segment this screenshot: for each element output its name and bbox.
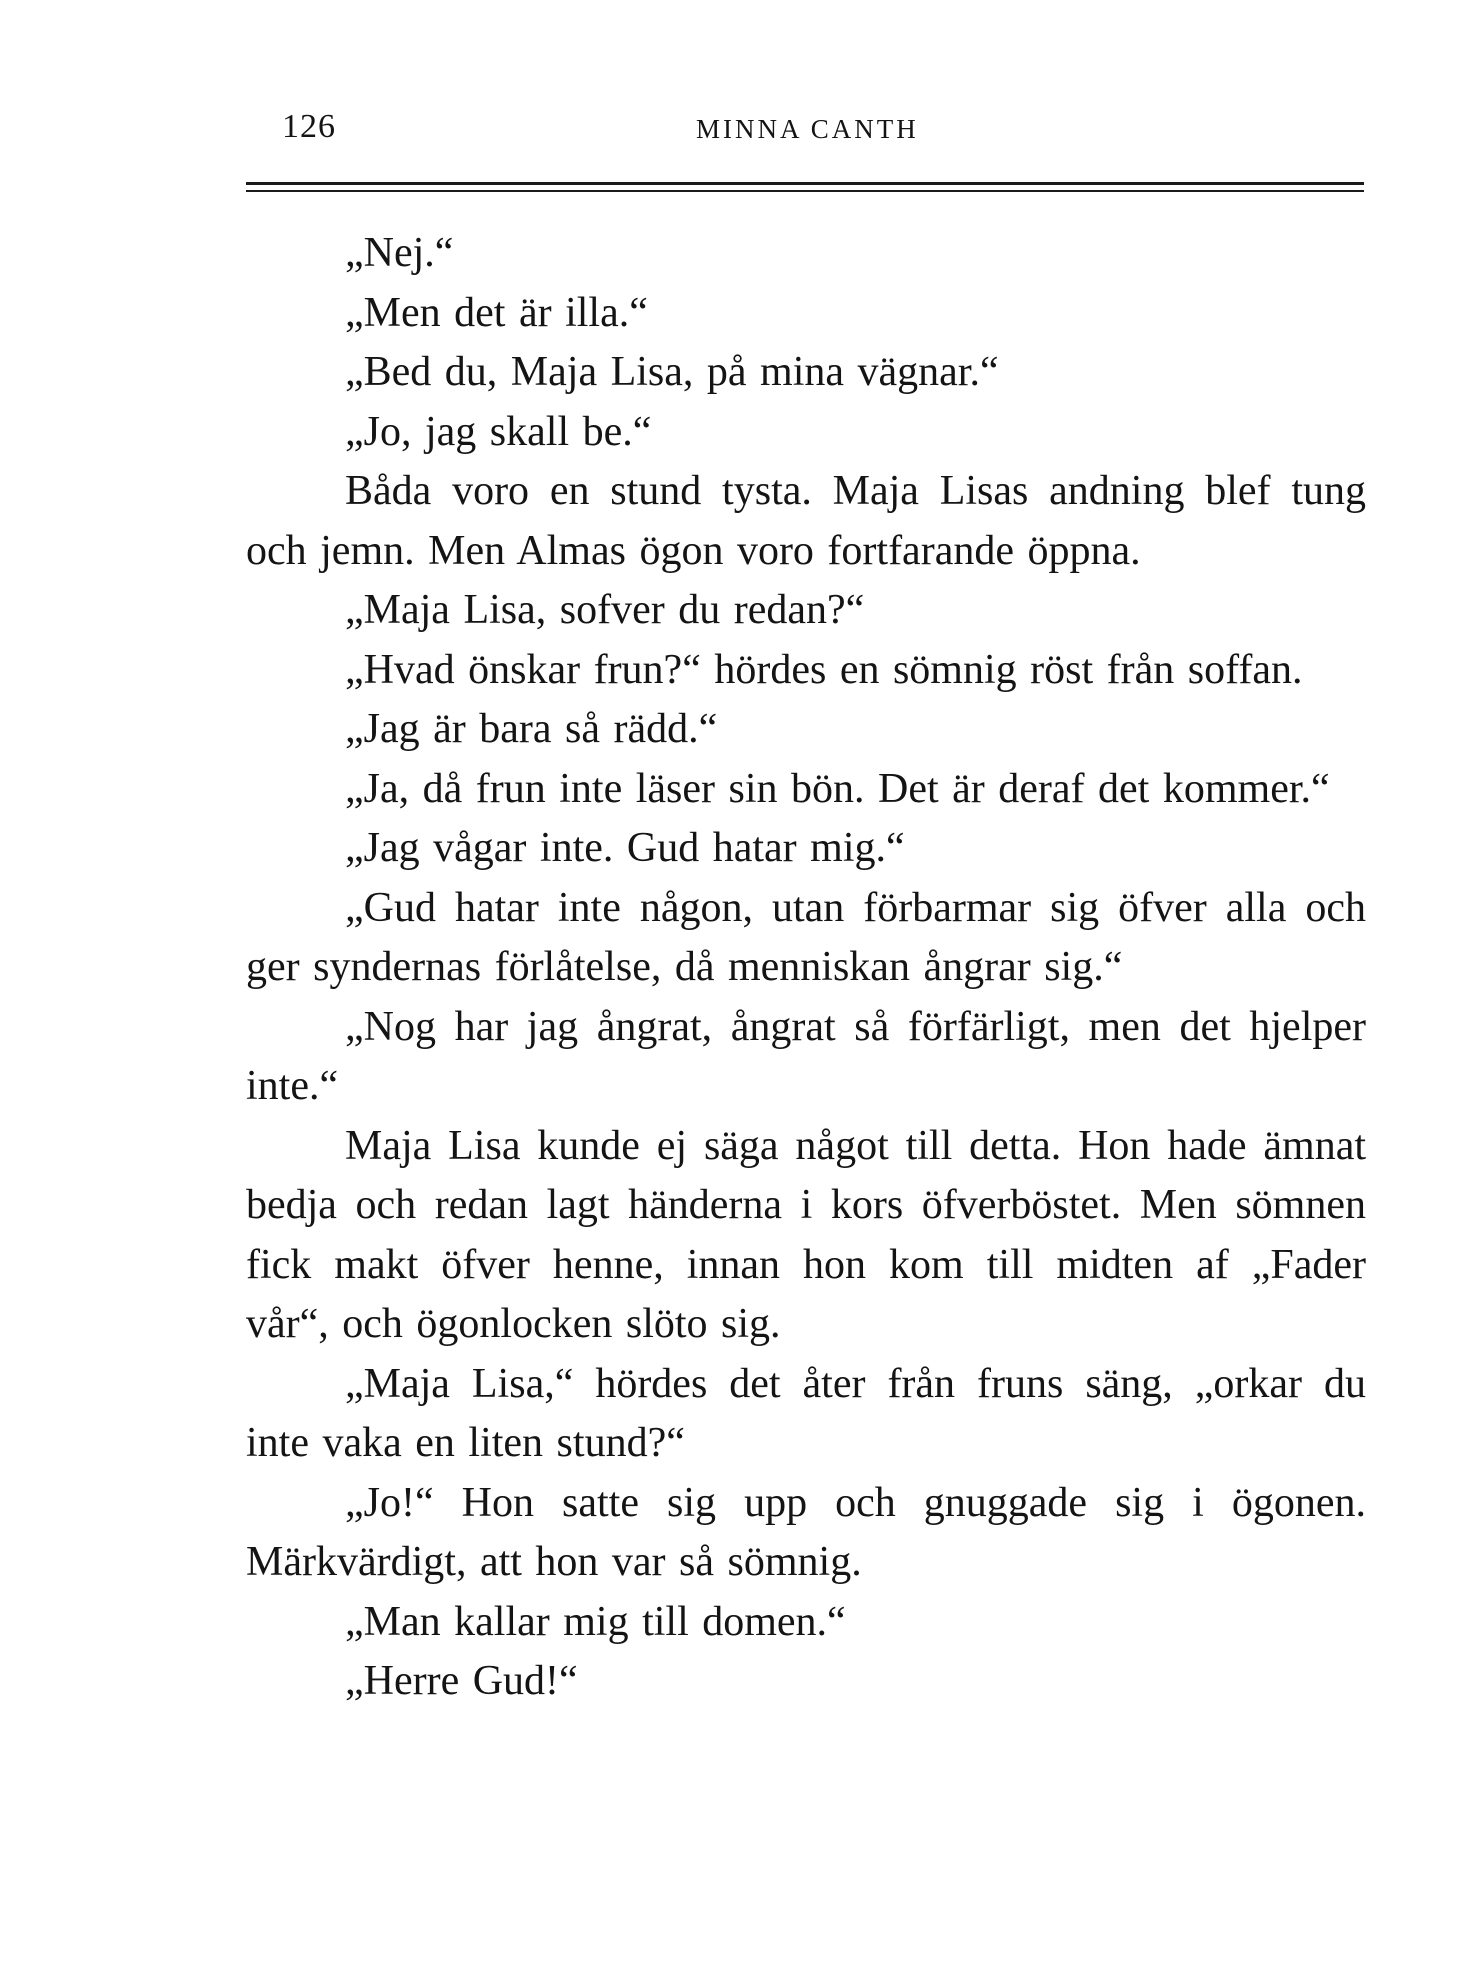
header-rule-top xyxy=(246,182,1364,185)
paragraph: „Jag vågar inte. Gud hatar mig.“ xyxy=(345,825,905,871)
paragraph: „Jo!“ Hon satte sig upp och gnuggade sig i ögonen. Märkvärdigt, att hon var så sömnig. xyxy=(246,1479,1366,1585)
paragraph: „Ja, då frun inte läser sin bön. Det är deraf det kommer.“ xyxy=(345,765,1330,812)
page-number: 126 xyxy=(282,108,336,145)
paragraph: „Herre Gud!“ xyxy=(345,1658,578,1704)
text-body xyxy=(246,224,1366,1712)
paragraph: „Maja Lisa, sofver du redan?“ xyxy=(345,587,865,633)
paragraph: „Maja Lisa,“ hördes det åter från fruns säng, „orkar du inte vaka en liten stund?“ xyxy=(246,1360,1366,1466)
running-head xyxy=(246,108,1366,158)
paragraph: Maja Lisa kunde ej säga något till detta. Hon hade ämnat bedja och redan lagt händerna i kors öfverböstet. Men sömnen fick makt öfver henne, innan hon kom till midten af „Fader vår“, och ögonlocken slöto sig. xyxy=(246,1122,1366,1347)
paragraph: Båda voro en stund tysta. Maja Lisas andning blef tung och jemn. Men Almas ögon voro fortfarande öppna. xyxy=(246,468,1366,574)
paragraph: „Hvad önskar frun?“ hördes en sömnig röst från soffan. xyxy=(345,646,1303,693)
paragraph: „Jo, jag skall be.“ xyxy=(345,408,652,455)
paragraph: „Man kallar mig till domen.“ xyxy=(345,1598,846,1645)
paragraph: „Men det är illa.“ xyxy=(345,289,648,336)
paragraph: „Jag är bara så rädd.“ xyxy=(345,706,718,752)
running-title: MINNA CANTH xyxy=(696,114,919,144)
header-rule-bottom xyxy=(246,190,1364,192)
paragraph: „Gud hatar inte någon, utan förbarmar sig öfver alla och ger syndernas förlåtelse, då menniskan ångrar sig.“ xyxy=(246,884,1366,990)
paragraph: „Nog har jag ångrat, ångrat så förfärligt, men det hjelper inte.“ xyxy=(246,1003,1366,1109)
paragraph: „Nej.“ xyxy=(345,230,454,276)
paragraph: „Bed du, Maja Lisa, på mina vägnar.“ xyxy=(345,349,999,395)
